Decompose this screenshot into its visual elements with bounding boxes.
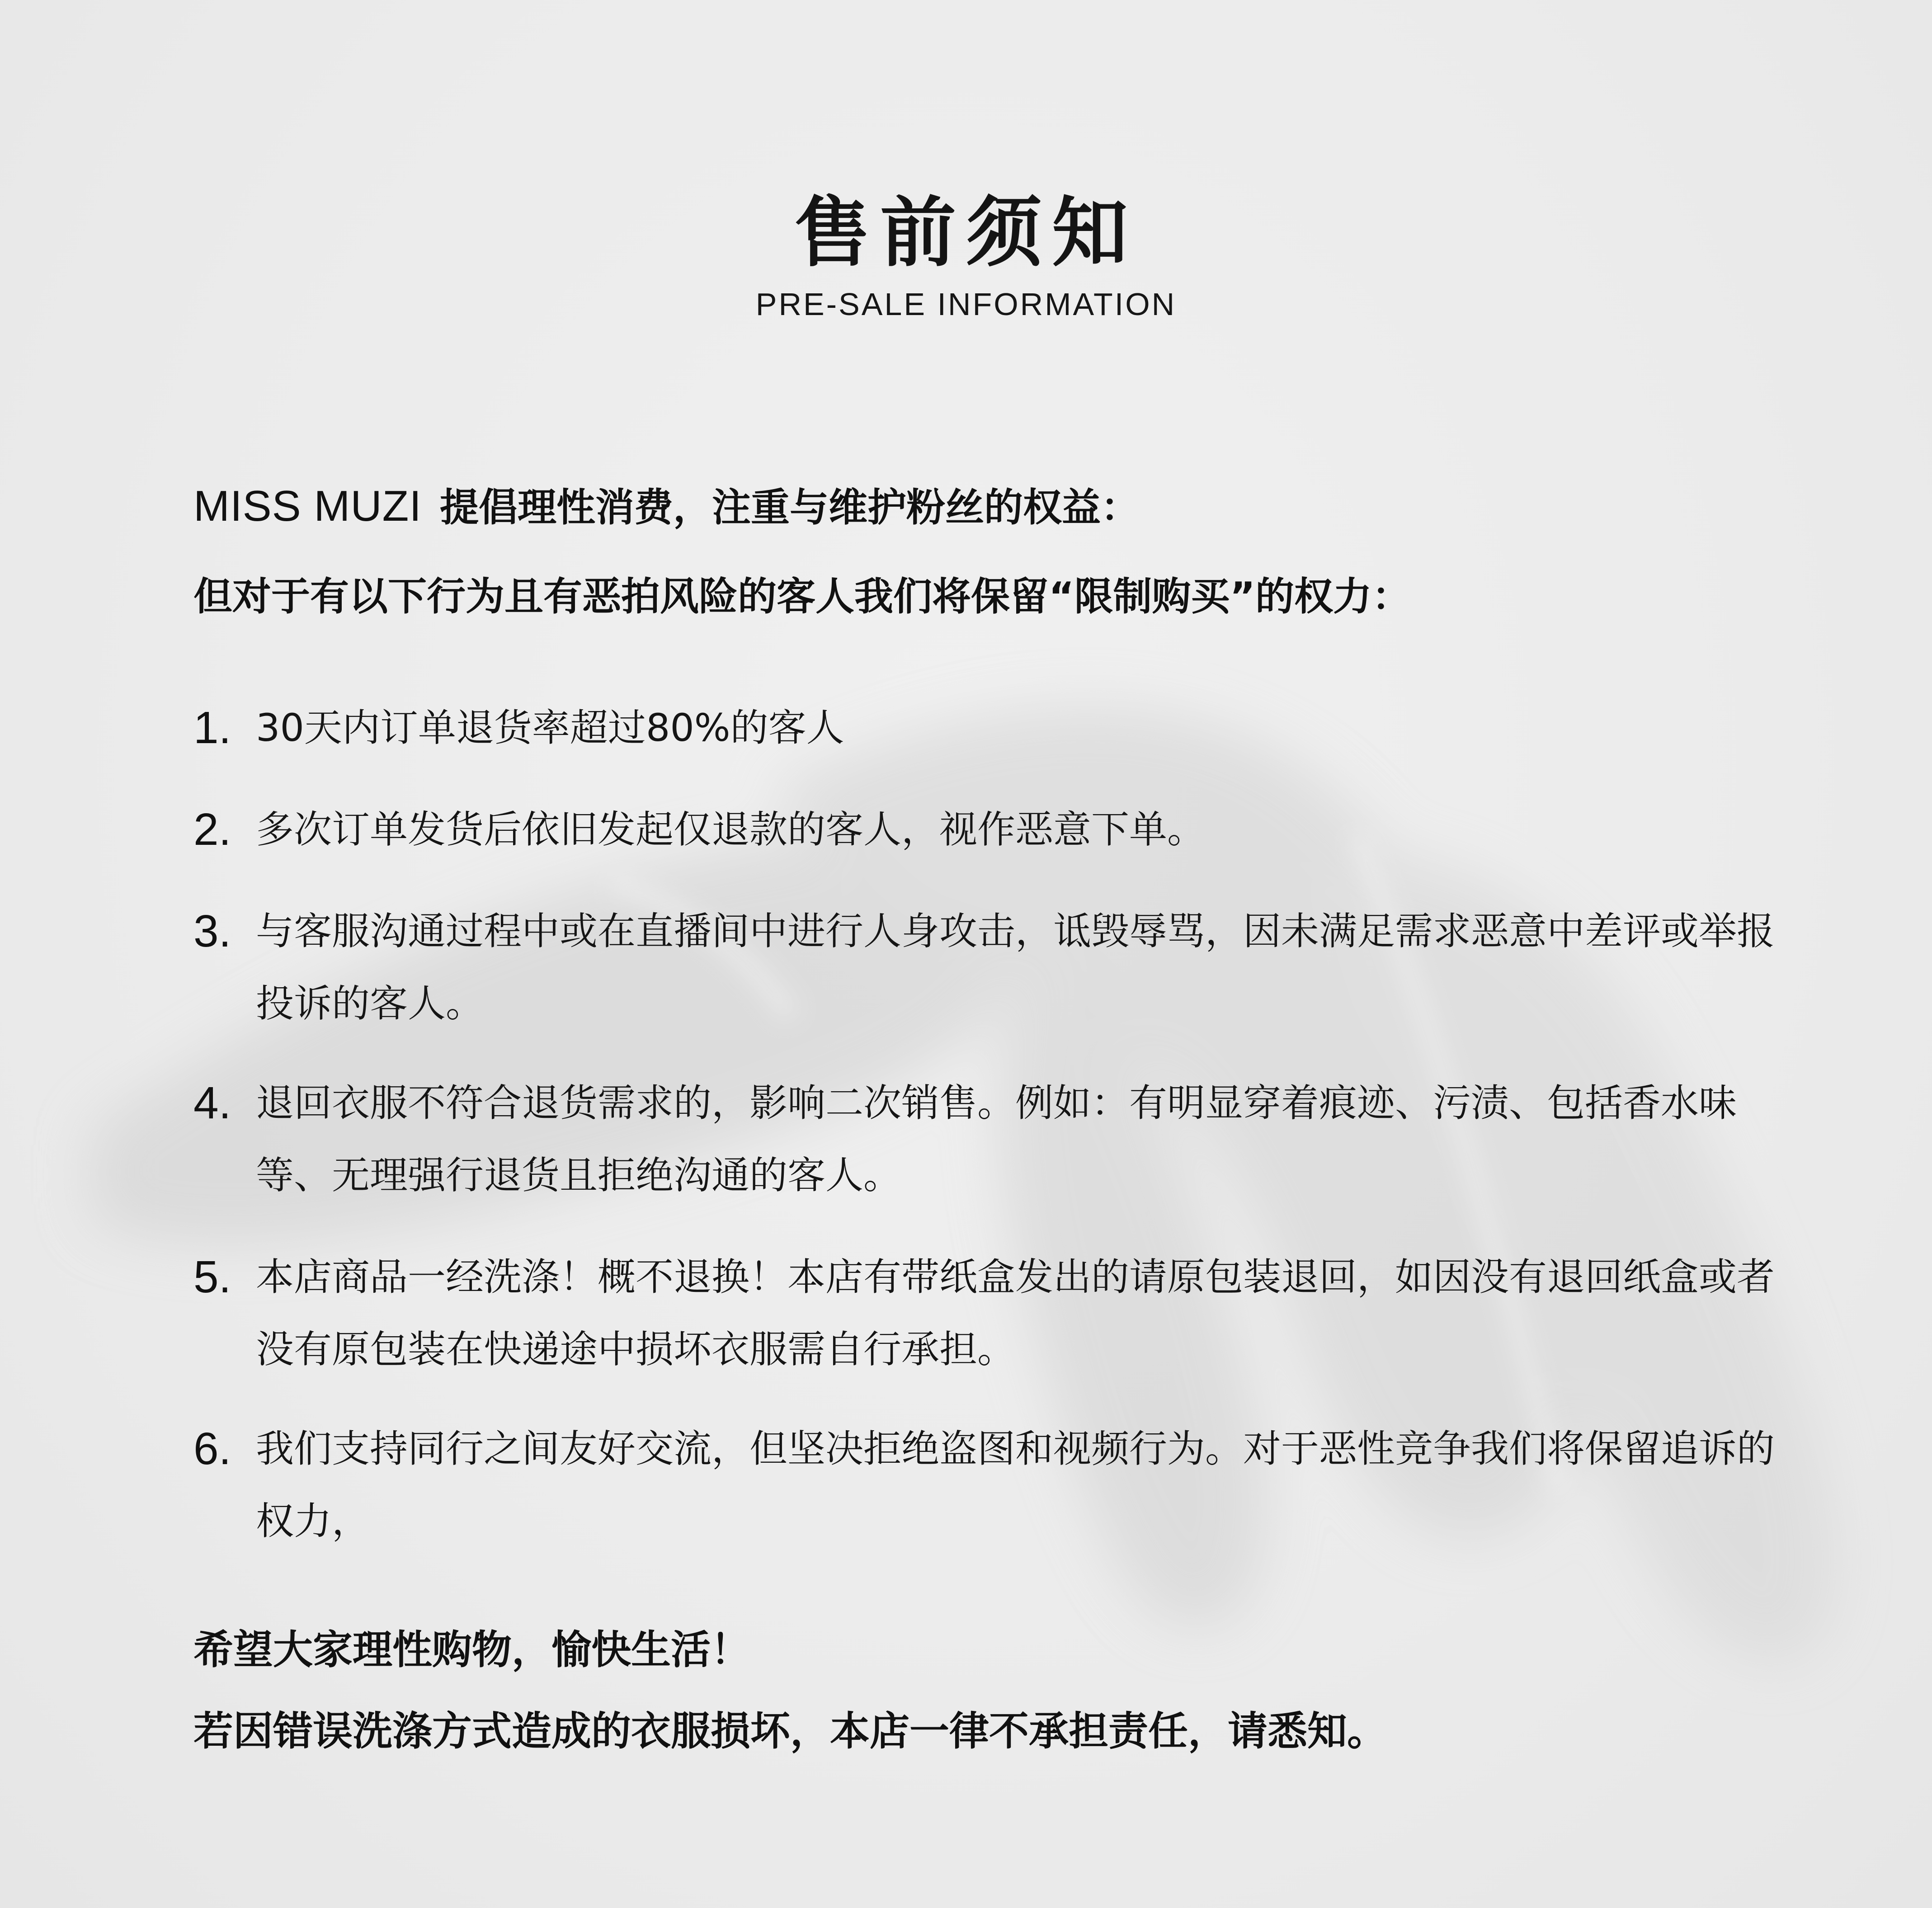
list-item-text: 30天内订单退货率超过80%的客人 (256, 706, 844, 750)
list-item-number: 5. (193, 1252, 231, 1302)
list-item-number: 2. (193, 804, 231, 855)
list-item-text: 我们支持同行之间友好交流，但坚决拒绝盗图和视频行为。对于恶性竞争我们将保留追诉的权力， (256, 1427, 1775, 1543)
closing-line-1: 希望大家理性购物，愉快生活！ (193, 1626, 751, 1673)
list-item-number: 3. (193, 906, 231, 956)
page-title: 售前须知 (794, 188, 1138, 277)
page-subtitle: PRE-SALE INFORMATION (755, 287, 1177, 322)
intro-line-1 (193, 479, 1803, 535)
list-item-text: 与客服沟通过程中或在直播间中进行人身攻击，诋毁辱骂，因未满足需求恶意中差评或举报投诉的客人。 (256, 909, 1775, 1026)
intro-line-2: 但对于有以下行为且有恶拍风险的客人我们将保留“限制购买”的权力： (193, 574, 1411, 619)
list-item-text: 本店商品一经洗涤！概不退换！本店有带纸盒发出的请原包装退回，如因没有退回纸盒或者没有原包装在快递途中损坏衣服需自行承担。 (256, 1255, 1775, 1371)
list-item-number: 4. (193, 1078, 231, 1128)
list-item-number: 1. (193, 702, 231, 753)
list-item-text: 退回衣服不符合退货需求的，影响二次销售。例如：有明显穿着痕迹、污渍、包括香水味等、无理强行退货且拒绝沟通的客人。 (256, 1081, 1737, 1197)
list-item-number: 6. (193, 1423, 231, 1474)
closing-line-2: 若因错误洗涤方式造成的衣服损坏，本店一律不承担责任，请悉知。 (193, 1708, 1387, 1754)
intro-line-1-text: 提倡理性消费，注重与维护粉丝的权益： (439, 485, 1140, 530)
list-item-text: 多次订单发货后依旧发起仅退款的客人，视作恶意下单。 (256, 807, 1206, 852)
brand-name: MISS MUZI (193, 482, 422, 530)
